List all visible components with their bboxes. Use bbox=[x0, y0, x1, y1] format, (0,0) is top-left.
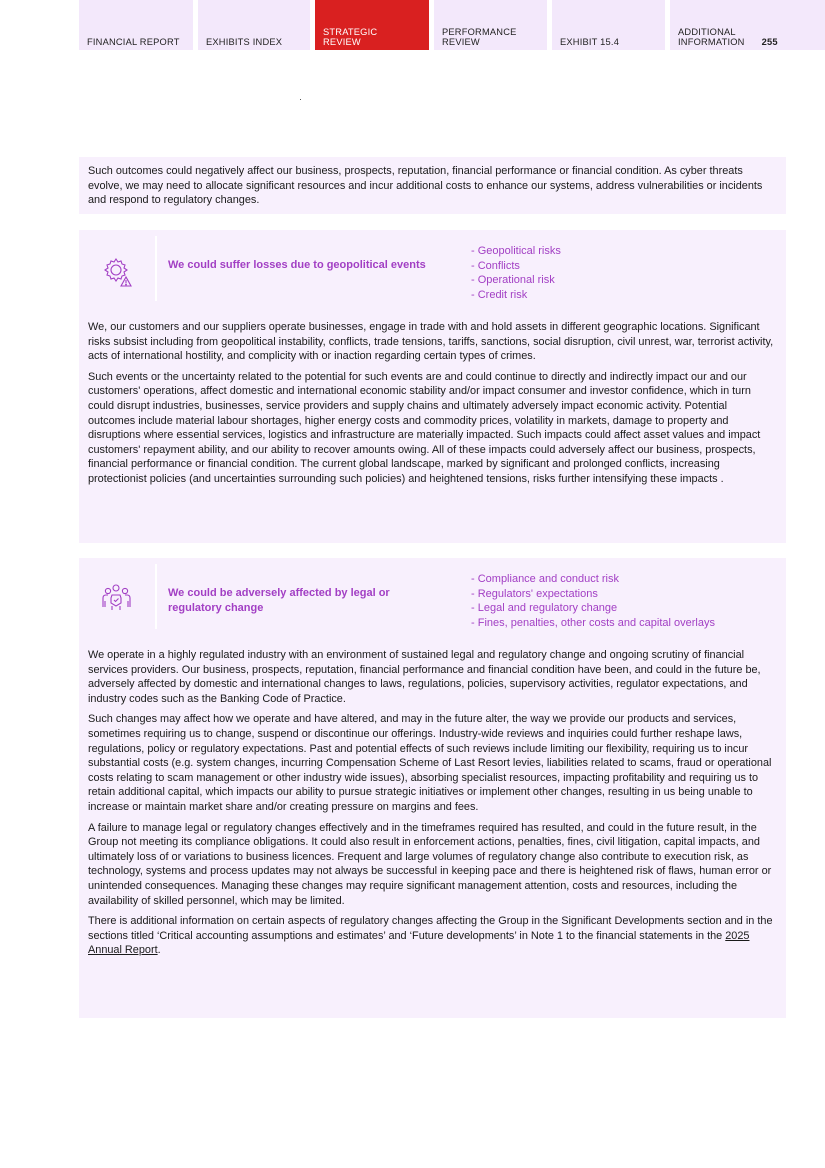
risk-tag: - Geopolitical risks bbox=[471, 245, 561, 257]
risk-header bbox=[79, 558, 786, 648]
risk-tags bbox=[471, 572, 715, 630]
gear-warning-icon bbox=[79, 234, 155, 300]
risk-tag: - Credit risk bbox=[471, 288, 528, 301]
risk-tag: - Legal and regulatory change bbox=[471, 602, 618, 615]
risk-body bbox=[79, 320, 786, 487]
tab-performance-review[interactable] bbox=[434, 0, 547, 50]
tab-label-line1: STRATEGIC bbox=[323, 27, 378, 37]
tab-exhibit-15-4[interactable] bbox=[552, 0, 665, 50]
tab-additional-information[interactable] bbox=[670, 0, 825, 50]
tab-label-line1: ADDITIONAL bbox=[678, 27, 736, 37]
risk-header bbox=[79, 230, 786, 320]
tab-exhibits-index[interactable] bbox=[198, 0, 310, 50]
page-number: 255 bbox=[761, 37, 778, 47]
risk-title: We could be adversely affected by legal or regulatory change bbox=[168, 587, 390, 614]
risk-tag: - Operational risk bbox=[471, 274, 555, 287]
tab-financial-report[interactable] bbox=[79, 0, 193, 50]
annual-report-link[interactable]: 2025 Annual Report bbox=[88, 929, 750, 957]
closing-paragraph bbox=[88, 914, 777, 958]
tab-label: EXHIBITS INDEX bbox=[206, 37, 283, 47]
risk-title: We could suffer losses due to geopolitical events bbox=[168, 259, 426, 271]
stray-dot bbox=[300, 99, 301, 100]
tab-label-line1: PERFORMANCE bbox=[442, 27, 517, 37]
risk-paragraph: A failure to manage legal or regulatory changes effectively and in the timeframes required has resulted, and could in the future result, in the Group not meeting its compliance obligations. It could also result in enforcement actions, penalties, fines, civil litigation, capital impacts, and ultimately loss of or variations to business licences. Frequent and large volumes of regulatory change also contribute to execution risk, as technology, systems and process updates may not always be successful in keeping pace and there is heightened risk of flaws, human error or unintended consequences. Managing these changes may require significant management attention, costs and resources, including the availability of skilled personnel, which may be limited. bbox=[88, 821, 772, 907]
intro-paragraph: Such outcomes could negatively affect our business, prospects, reputation, financial performance or financial condition. As cyber threats evolve, we may need to allocate significant resources and incur additional costs to enhance our systems, address vulnerabilities or incidents and respond to regulatory changes. bbox=[88, 165, 763, 207]
tab-label-line2: INFORMATION bbox=[678, 37, 745, 47]
tab-label-line2: REVIEW bbox=[442, 37, 480, 47]
tab-label: FINANCIAL REPORT bbox=[87, 37, 180, 47]
risk-paragraph: We, our customers and our suppliers operate businesses, engage in trade with and hold assets in different geographic locations. Significant risks subsist including from geopolitical instability, conflicts, trade tensions, tariffs, sanctions, social disruption, civil unrest, war, terrorist activity, acts of international hostility, and complicity with or inaction regarding certain types of crimes. bbox=[88, 321, 774, 363]
risk-tag: - Compliance and conduct risk bbox=[471, 573, 619, 585]
intro-panel bbox=[79, 157, 786, 214]
risk-body bbox=[79, 648, 786, 958]
closing-end: . bbox=[157, 944, 161, 957]
risk-tag: - Fines, penalties, other costs and capital overlays bbox=[471, 616, 715, 629]
risk-panel-geopolitical bbox=[79, 230, 786, 543]
risk-tag: - Conflicts bbox=[471, 259, 520, 272]
tab-label: EXHIBIT 15.4 bbox=[560, 37, 620, 47]
risk-tag: - Regulators' expectations bbox=[471, 587, 598, 600]
risk-paragraph: Such events or the uncertainty related to the potential for such events are and could continue to directly and indirectly impact our and our customers' operations, affect domestic and international economic stability and/or impact consumer and investor confidence, which in turn could disrupt industries, businesses, service providers and supply chains and ultimately adversely impact economic activity. Potential outcomes include material labour shortages, higher energy costs and commodity prices, volatility in markets, damage to property and disruptions where essential services, logistics and infrastructure are materially impacted. Such impacts could affect asset values and impact customers' repayment ability, and our ability to recover amounts owing. All of these impacts could adversely affect our business, prospects, financial performance or financial condition. The current global landscape, marked by significant and prolonged conflicts, increasing protectionist policies (and uncertainties surrounding such policies) and heightened tensions, risks further intensifying these impacts . bbox=[88, 370, 761, 485]
risk-paragraph: We operate in a highly regulated industry with an environment of sustained legal and regulatory change and ongoing scrutiny of financial services providers. Our business, prospects, reputation, financial performance and financial condition have been, and could in the future be, adversely affected by domestic and international changes to laws, regulations, policies, supervisory activities, regulator expectations, and industry codes such as the Banking Code of Practice. bbox=[88, 649, 761, 705]
tab-strategic-review[interactable] bbox=[315, 0, 429, 50]
divider bbox=[155, 564, 157, 629]
tab-label-line2: REVIEW bbox=[323, 37, 361, 47]
risk-paragraph: Such changes may affect how we operate and have altered, and may in the future alter, the way we provide our products and services, sometimes requiring us to change, suspend or discontinue our offerings. Industry-wide reviews and inquiries could further reshape laws, regulations, policy or regulatory expectations. Past and potential effects of such reviews include limiting our flexibility, requiring us to incur substantial costs (e.g. system changes, incurring Compensation Scheme of Last Resort levies, liabilities related to scams, fraud or operational costs relating to scam management or other industry wide issues), absorbing specialist resources, impacting profitability and requiring us to retain additional capital, which impacts our ability to pursue strategic initiatives or implement other changes, resulting in us being unable to increase or maintain market share and/or creating pressure on margins and fees. bbox=[88, 713, 772, 813]
closing-text: There is additional information on certain aspects of regulatory changes affecting the Group in the Significant Developments section and in the sections titled ‘Critical accounting assumptions and estimates’ and ‘Future developments’ in Note 1 to the financial statements in the bbox=[88, 915, 773, 942]
risk-tags bbox=[471, 244, 561, 302]
risk-panel-regulatory bbox=[79, 558, 786, 1018]
people-shield-icon bbox=[79, 562, 155, 628]
divider bbox=[155, 236, 157, 301]
